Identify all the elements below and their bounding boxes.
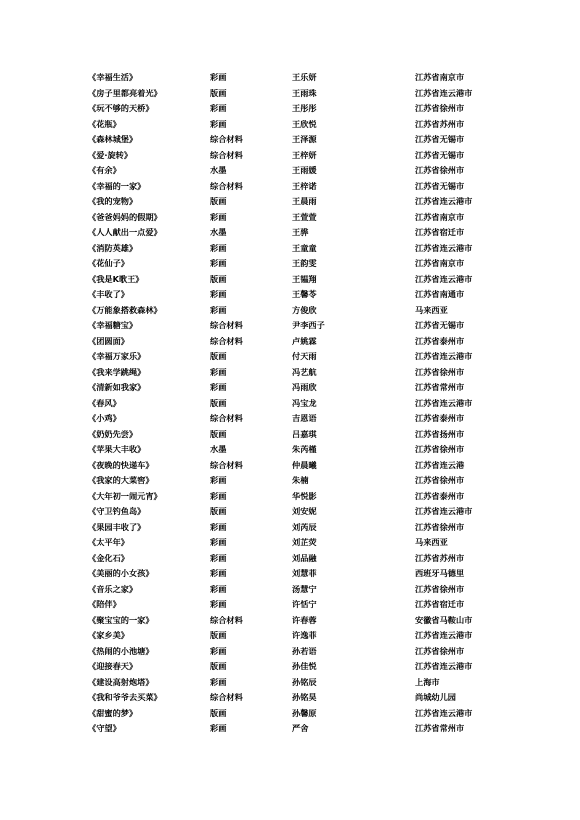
author-region: 江苏省徐州市: [415, 583, 465, 594]
author-region: 江苏省苏州市: [415, 552, 465, 563]
artwork-title: 《我家的大菜窖》: [88, 475, 154, 485]
artwork-category: 彩画: [210, 599, 227, 609]
author-name: 王童童: [292, 242, 317, 253]
artwork-category: 彩画: [210, 258, 227, 268]
table-row: [0, 721, 580, 737]
artwork-category: 彩画: [210, 304, 227, 315]
author-region: 马来西亚: [415, 537, 448, 547]
author-region: 江苏省连云港市: [415, 351, 473, 361]
table-row: [0, 597, 580, 613]
author-name: 朱芮槿: [292, 444, 317, 454]
table-row: [0, 272, 580, 288]
author-name: 王梓诺: [292, 180, 317, 191]
author-name: 孙铭辰: [292, 676, 317, 687]
author-region: 江苏省无锡市: [415, 134, 465, 144]
artwork-category: 彩画: [210, 568, 227, 578]
artwork-title: 《花仙子》: [88, 258, 129, 268]
author-name: 王泽源: [292, 134, 317, 144]
author-region: 江苏省南京市: [415, 211, 465, 222]
author-region: 江苏省连云港市: [415, 273, 473, 284]
table-row: [0, 349, 580, 365]
table-row: [0, 458, 580, 474]
artwork-title: 《玩不够的天桥》: [88, 103, 154, 113]
artwork-category: 版画: [210, 630, 227, 640]
author-name: 王彤彤: [292, 103, 317, 113]
author-name: 许恬宁: [292, 599, 317, 609]
author-name: 刘品融: [292, 552, 317, 563]
artwork-title: 《万能象搭救森林》: [88, 304, 162, 315]
artwork-category: 水墨: [210, 165, 227, 175]
author-region: 江苏省徐州市: [415, 366, 465, 377]
artwork-title: 《苹果大丰收》: [88, 444, 146, 454]
author-name: 华悦影: [292, 490, 317, 501]
author-region: 江苏省徐州市: [415, 165, 465, 175]
author-region: 上海市: [415, 676, 440, 687]
table-row: [0, 365, 580, 381]
table-row: [0, 396, 580, 412]
artwork-category: 彩画: [210, 537, 227, 547]
artwork-category: 彩画: [210, 382, 227, 392]
artwork-category: 彩画: [210, 490, 227, 501]
artwork-category: 彩画: [210, 723, 227, 733]
author-name: 刘芮辰: [292, 521, 317, 532]
author-name: 朱楠: [292, 475, 309, 485]
author-region: 江苏省连云港: [415, 459, 465, 470]
author-region: 江苏省南京市: [415, 72, 465, 82]
author-name: 卢姚霖: [292, 335, 317, 346]
table-row: [0, 241, 580, 257]
author-region: 安徽省马鞍山市: [415, 614, 473, 625]
artwork-title: 《幸福生活》: [88, 72, 138, 82]
artwork-category: 彩画: [210, 676, 227, 687]
author-region: 马来西亚: [415, 304, 448, 315]
table-row: [0, 101, 580, 117]
author-region: 江苏省无锡市: [415, 180, 465, 191]
artwork-title: 《我来学跳绳》: [88, 366, 146, 377]
artwork-title: 《春风》: [88, 397, 121, 408]
artwork-title: 《果园丰收了》: [88, 521, 146, 532]
author-name: 刘安妮: [292, 506, 317, 516]
author-name: 王馨苓: [292, 289, 317, 299]
author-name: 吕嘉琪: [292, 428, 317, 439]
artwork-title: 《花瓶》: [88, 118, 121, 129]
artwork-category: 水墨: [210, 444, 227, 454]
table-row: [0, 210, 580, 226]
artwork-category: 版画: [210, 87, 227, 98]
artwork-title: 《团圆面》: [88, 335, 129, 346]
artwork-title: 《人人献出一点爱》: [88, 227, 162, 237]
artwork-category: 彩画: [210, 242, 227, 253]
artwork-category: 彩画: [210, 211, 227, 222]
table-row: [0, 411, 580, 427]
artwork-title: 《太平年》: [88, 537, 129, 547]
artwork-category: 综合材料: [210, 335, 243, 346]
table-row: [0, 644, 580, 660]
author-region: 江苏省无锡市: [415, 320, 465, 330]
table-row: [0, 442, 580, 458]
artwork-title: 《爸爸妈妈的假期》: [88, 211, 162, 222]
table-row: [0, 86, 580, 102]
artwork-category: 综合材料: [210, 413, 243, 423]
author-name: 王萱萱: [292, 211, 317, 222]
author-region: 江苏省常州市: [415, 723, 465, 733]
author-name: 王骅: [292, 227, 309, 237]
artwork-title: 《我和爷爷去买菜》: [88, 692, 162, 702]
table-row: [0, 613, 580, 629]
artwork-category: 综合材料: [210, 180, 243, 191]
artwork-title: 《森林城堡》: [88, 134, 138, 144]
table-row: [0, 628, 580, 644]
artwork-title: 《守卫钓鱼岛》: [88, 506, 146, 516]
artwork-title: 《幸福万家乐》: [88, 351, 146, 361]
author-name: 冯宝龙: [292, 397, 317, 408]
table-row: [0, 566, 580, 582]
artwork-category: 版画: [210, 661, 227, 671]
table-row: [0, 582, 580, 598]
artwork-category: 彩画: [210, 552, 227, 563]
table-row: [0, 132, 580, 148]
artwork-title: 《甜蜜的梦》: [88, 707, 138, 718]
author-name: 王韵雯: [292, 258, 317, 268]
author-region: 江苏省连云港市: [415, 506, 473, 516]
table-row: [0, 380, 580, 396]
author-name: 孙铭昊: [292, 692, 317, 702]
table-row: [0, 473, 580, 489]
author-region: 江苏省常州市: [415, 382, 465, 392]
author-region: 江苏省连云港市: [415, 661, 473, 671]
author-region: 江苏省连云港市: [415, 196, 473, 206]
artwork-title: 《小鸡》: [88, 413, 121, 423]
artwork-title: 《聚宝宝的一家》: [88, 614, 154, 625]
artwork-category: 彩画: [210, 475, 227, 485]
table-row: [0, 163, 580, 179]
artwork-category: 版画: [210, 506, 227, 516]
artwork-title: 《我的宠物》: [88, 196, 138, 206]
table-row: [0, 318, 580, 334]
author-name: 汤慧宁: [292, 583, 317, 594]
table-row: [0, 675, 580, 691]
author-name: 王晨雨: [292, 196, 317, 206]
author-name: 王韫翔: [292, 273, 317, 284]
author-region: 江苏省连云港市: [415, 87, 473, 98]
author-name: 王雨媛: [292, 165, 317, 175]
artwork-category: 彩画: [210, 118, 227, 129]
artwork-title: 《守望》: [88, 723, 121, 733]
author-name: 孙若语: [292, 645, 317, 656]
table-row: [0, 706, 580, 722]
artwork-title: 《奶奶先尝》: [88, 428, 138, 439]
artwork-title: 《有余》: [88, 165, 121, 175]
table-row: [0, 179, 580, 195]
table-row: [0, 690, 580, 706]
artwork-title: 《丰收了》: [88, 289, 129, 299]
artwork-category: 彩画: [210, 521, 227, 532]
artwork-category: 版画: [210, 428, 227, 439]
author-region: 江苏省连云港市: [415, 242, 473, 253]
table-row: [0, 287, 580, 303]
author-name: 付天雨: [292, 351, 317, 361]
author-region: 江苏省徐州市: [415, 475, 465, 485]
author-name: 方俊欣: [292, 304, 317, 315]
author-region: 江苏省无锡市: [415, 149, 465, 160]
artwork-category: 彩画: [210, 583, 227, 594]
table-row: [0, 117, 580, 133]
artwork-category: 版画: [210, 351, 227, 361]
author-region: 江苏省宿迁市: [415, 599, 465, 609]
author-name: 王梓妍: [292, 149, 317, 160]
author-region: 江苏省宿迁市: [415, 227, 465, 237]
author-region: 江苏省徐州市: [415, 444, 465, 454]
author-region: 尚城幼儿园: [415, 692, 456, 702]
artwork-title: 《幸福的一家》: [88, 180, 146, 191]
author-region: 江苏省泰州市: [415, 490, 465, 501]
artwork-category: 综合材料: [210, 692, 243, 702]
table-row: [0, 659, 580, 675]
table-row: [0, 148, 580, 164]
table-row: [0, 489, 580, 505]
artwork-title: 《清新如我家》: [88, 382, 146, 392]
author-region: 江苏省扬州市: [415, 428, 465, 439]
artwork-category: 彩画: [210, 289, 227, 299]
artwork-category: 版画: [210, 196, 227, 206]
author-name: 严舍: [292, 723, 309, 733]
artwork-category: 版画: [210, 397, 227, 408]
author-region: 西班牙马德里: [415, 568, 465, 578]
artwork-title: 《大年初一闹元宵》: [88, 490, 162, 501]
author-name: 尹李西子: [292, 320, 325, 330]
artwork-category: 水墨: [210, 227, 227, 237]
artwork-title: 《建设高射炮塔》: [88, 676, 154, 687]
artwork-category: 彩画: [210, 366, 227, 377]
author-region: 江苏省徐州市: [415, 645, 465, 656]
table-row: [0, 504, 580, 520]
author-region: 江苏省泰州市: [415, 335, 465, 346]
artwork-category: 彩画: [210, 103, 227, 113]
author-region: 江苏省徐州市: [415, 103, 465, 113]
author-region: 江苏省南京市: [415, 258, 465, 268]
table-row: [0, 225, 580, 241]
author-name: 仲晨曦: [292, 459, 317, 470]
table-row: [0, 334, 580, 350]
artwork-title: 《音乐之家》: [88, 583, 138, 594]
author-name: 刘慧菲: [292, 568, 317, 578]
table-row: [0, 303, 580, 319]
artwork-title: 《爱·旋转》: [88, 149, 133, 160]
table-row: [0, 520, 580, 536]
artwork-title: 《陪伴》: [88, 599, 121, 609]
artwork-category: 彩画: [210, 72, 227, 82]
artwork-title: 《房子里都亮着光》: [88, 87, 162, 98]
author-name: 吉恩语: [292, 413, 317, 423]
author-region: 江苏省连云港市: [415, 397, 473, 408]
author-region: 江苏省连云港市: [415, 707, 473, 718]
artwork-title: 《家乡美》: [88, 630, 129, 640]
artwork-title: 《夜晚的快递车》: [88, 459, 154, 470]
artwork-category: 综合材料: [210, 320, 243, 330]
author-region: 江苏省南通市: [415, 289, 465, 299]
author-name: 冯艺航: [292, 366, 317, 377]
artwork-category: 综合材料: [210, 149, 243, 160]
table-row: [0, 535, 580, 551]
artwork-title: 《我是K歌王》: [88, 273, 144, 284]
artwork-title: 《美丽的小女孩》: [88, 568, 154, 578]
author-region: 江苏省泰州市: [415, 413, 465, 423]
artwork-title: 《热闹的小池塘》: [88, 645, 154, 656]
author-name: 许春蓉: [292, 614, 317, 625]
author-name: 王乐妍: [292, 72, 317, 82]
artwork-title: 《金化石》: [88, 552, 129, 563]
author-name: 刘芷荧: [292, 537, 317, 547]
table-row: [0, 194, 580, 210]
artwork-title: 《幸福糖宝》: [88, 320, 138, 330]
artwork-title: 《消防英雄》: [88, 242, 138, 253]
author-name: 孙佳悦: [292, 661, 317, 671]
author-name: 许逸菲: [292, 630, 317, 640]
artwork-category: 版画: [210, 707, 227, 718]
artwork-category: 综合材料: [210, 459, 243, 470]
table-row: [0, 551, 580, 567]
artwork-category: 综合材料: [210, 614, 243, 625]
artwork-category: 彩画: [210, 645, 227, 656]
table-row: [0, 427, 580, 443]
author-name: 冯雨欣: [292, 382, 317, 392]
author-region: 江苏省苏州市: [415, 118, 465, 129]
table-row: [0, 256, 580, 272]
artwork-category: 综合材料: [210, 134, 243, 144]
table-row: [0, 70, 580, 86]
artwork-category: 版画: [210, 273, 227, 284]
author-region: 江苏省连云港市: [415, 630, 473, 640]
author-name: 王雨珠: [292, 87, 317, 98]
author-name: 孙馨原: [292, 707, 317, 718]
artwork-title: 《迎接春天》: [88, 661, 138, 671]
author-region: 江苏省徐州市: [415, 521, 465, 532]
author-name: 王欣悦: [292, 118, 317, 129]
entry-list: [0, 70, 580, 737]
